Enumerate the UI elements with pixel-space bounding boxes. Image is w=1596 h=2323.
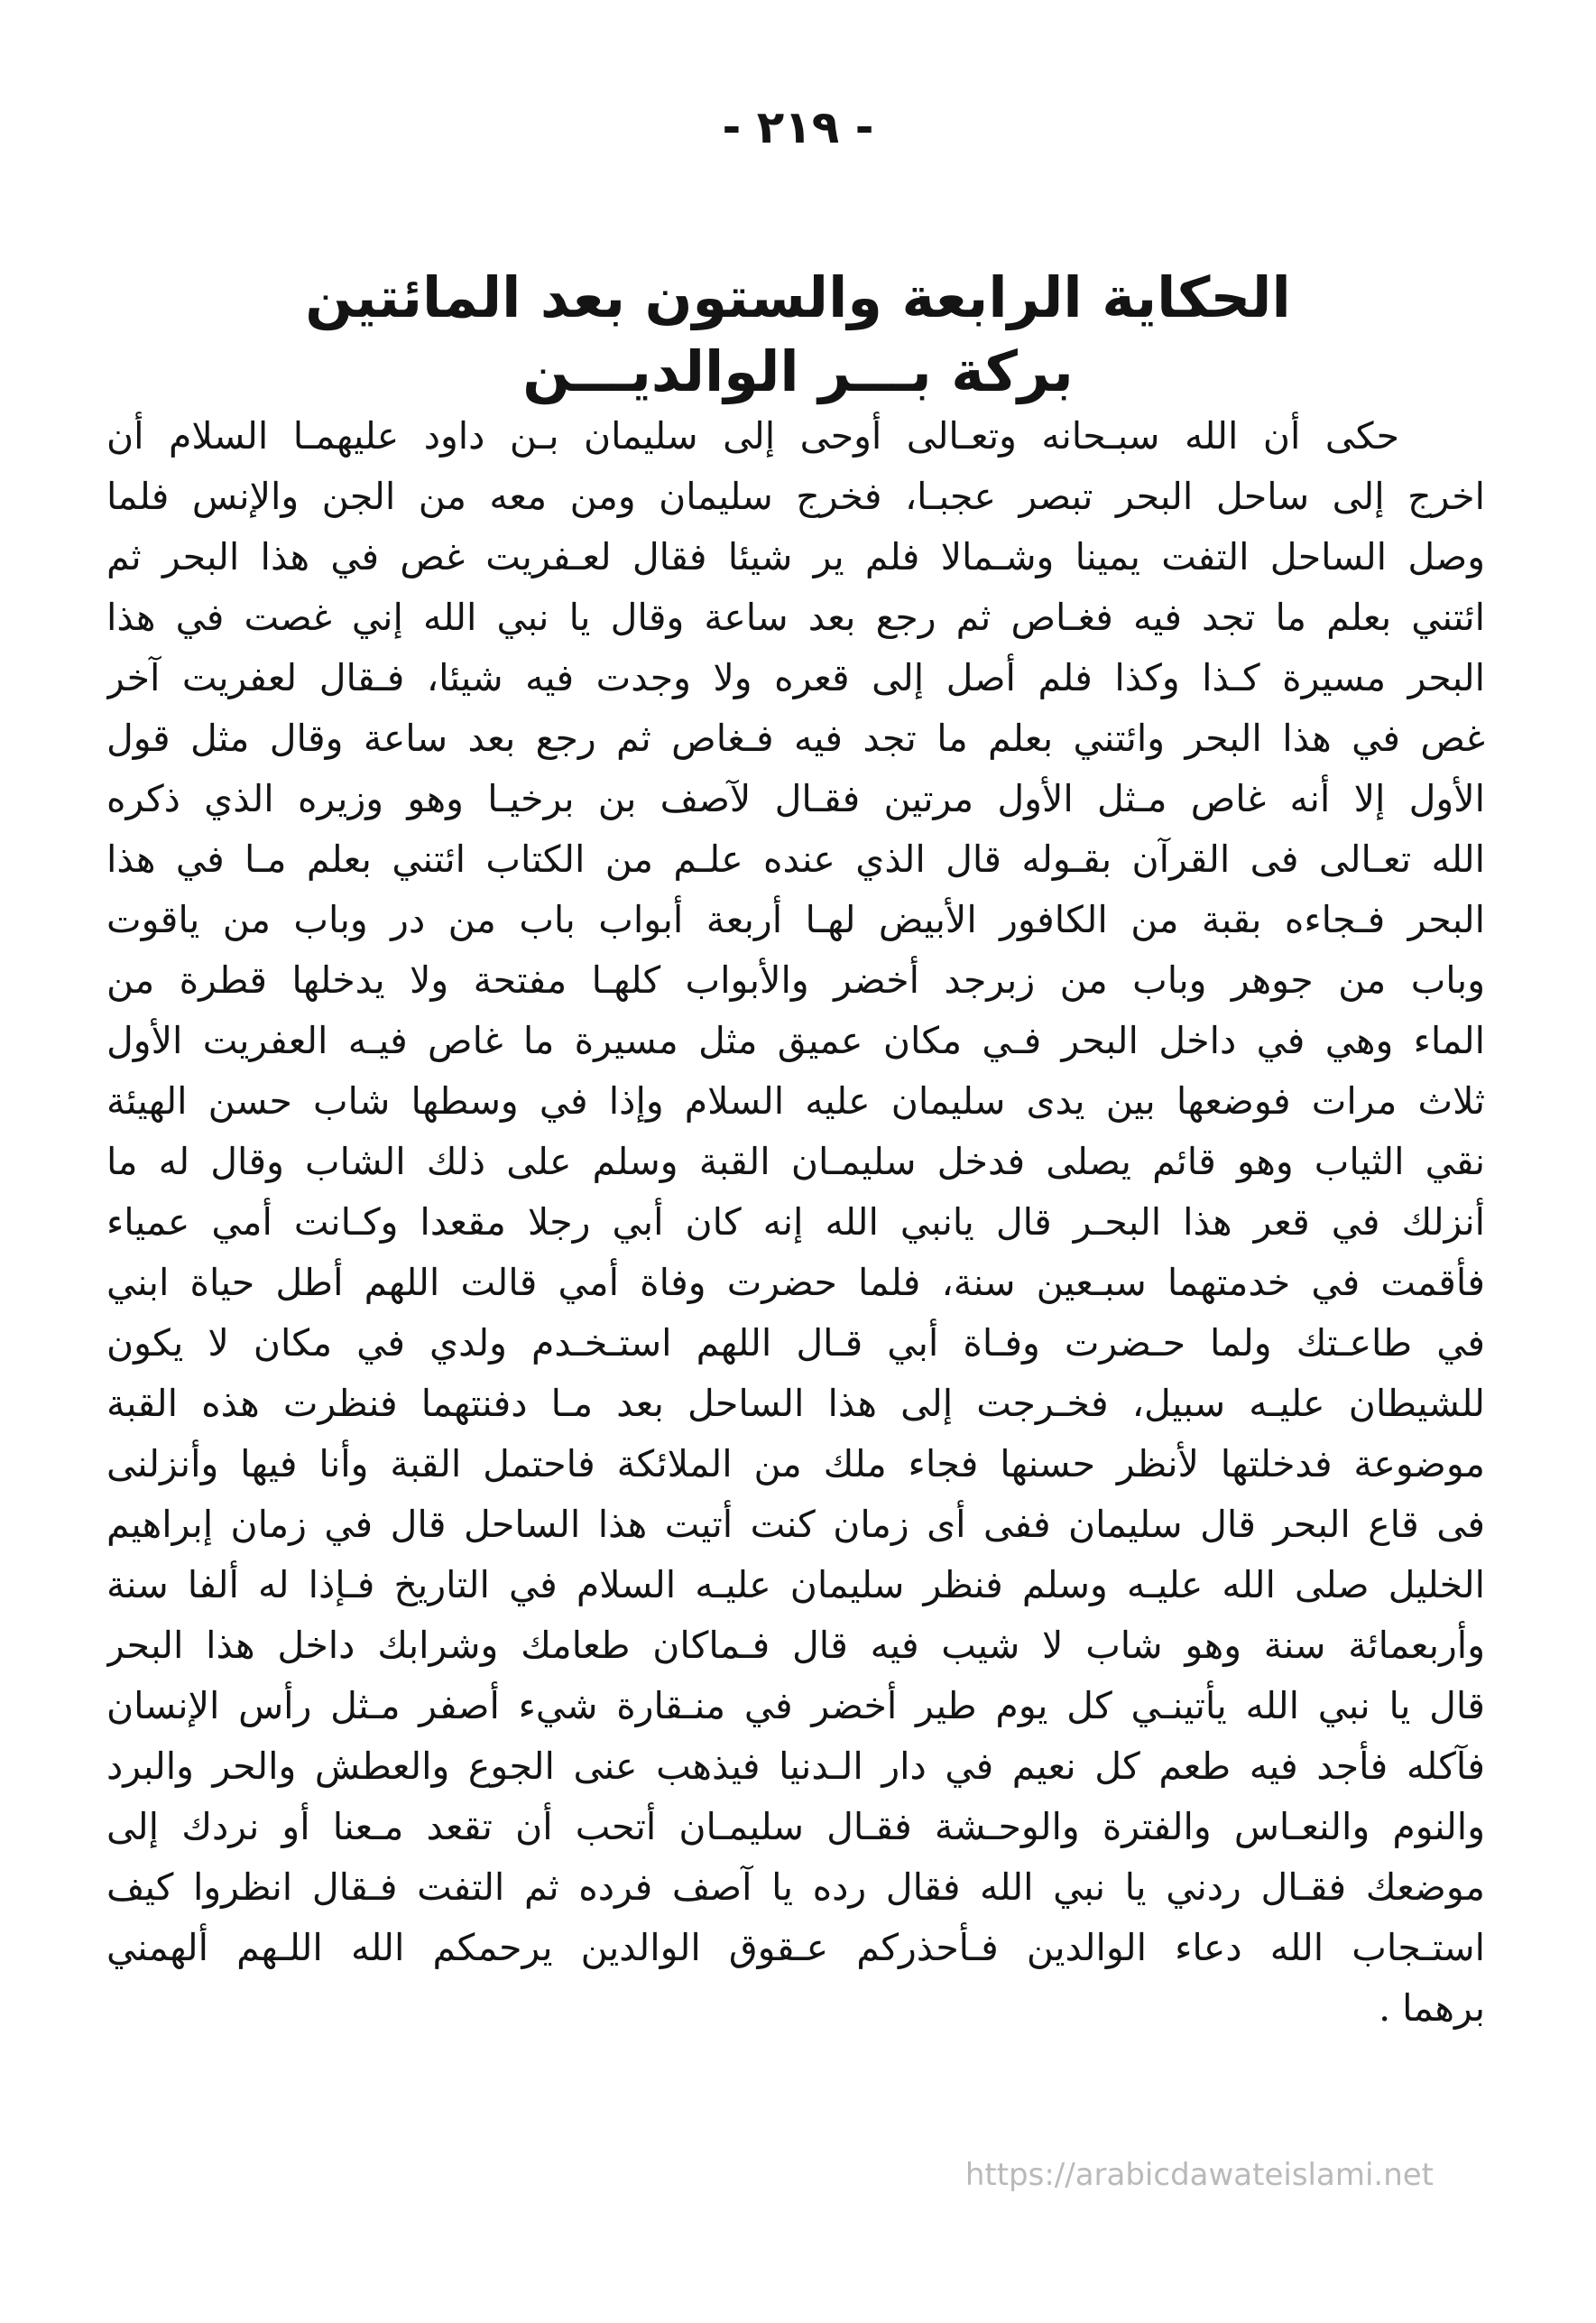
text-line: وباب من جوهر وباب من زبرجد أخضر والأبواب كلهـا مفتحة ولا يدخلها قطرة من — [106, 958, 1485, 1002]
text-line: استـجاب الله دعاء الوالدين فـأحذركم عـقوق الوالدين يرحمكم الله اللـهم ألهمني — [106, 1926, 1485, 1969]
text-line: الله تعـالى فى القرآن بقـوله قال الذي عنده علـم من الكتاب ائتني بعلم مـا في هذا — [106, 838, 1485, 881]
text-line: موضعك فقـال ردني يا نبي الله فقال رده يا آصف فرده ثم التفت فـقال انظروا كيف — [106, 1865, 1485, 1909]
text-line: الخليل صلى الله عليـه وسلم فنظر سليمان عليـه السلام في التاريخ فـإذا له ألفا سنة — [106, 1563, 1485, 1606]
text-line: والنوم والنعـاس والفترة والوحـشة فقـال سليمـان أتحب أن تقعد مـعنا أو نردك إلى — [106, 1805, 1485, 1848]
text-line: حكى أن الله سبـحانه وتعـالى أوحى إلى سليمان بـن داود عليهمـا السلام أن — [106, 414, 1399, 458]
text-line: في طاعـتك ولما حـضرت وفـاة أبي قـال اللهم استـخـدم ولدي في مكان لا يكون — [106, 1321, 1485, 1365]
story-body — [106, 406, 1485, 2039]
story-title: الحكاية الرابعة والستون بعد المائتين — [305, 264, 1291, 330]
text-line: نقي الثياب وهو قائم يصلى فدخل سليمـان القبة وسلم على ذلك الشاب وقال له ما — [106, 1140, 1485, 1183]
text-line: برهما . — [1379, 1986, 1485, 2030]
text-line: ائتني بعلم ما تجد فيه فغـاص ثم رجع بعد ساعة وقال يا نبي الله إني غصت في هذا — [106, 596, 1485, 639]
text-line: قال يا نبي الله يأتينـي كل يوم طير أخضر في منـقارة شيء أصفر مـثل رأس الإنسان — [106, 1684, 1485, 1727]
text-line: الماء وهي في داخل البحر فـي مكان عميق مثل مسيرة ما غاص فيـه العفريت الأول — [106, 1019, 1485, 1062]
page-number: - ٢١٩ - — [722, 101, 874, 153]
text-line: اخرج إلى ساحل البحر تبصر عجبـا، فخرج سليمان ومن معه من الجن والإنس فلما — [106, 475, 1485, 518]
text-line: موضوعة فدخلتها لأنظر حسنها فجاء ملك من الملائكة فاحتمل القبة وأنا فيها وأنزلنى — [106, 1442, 1485, 1485]
story-subtitle: بركة بـــر الوالديـــن — [522, 338, 1074, 404]
text-line: للشيطان عليـه سبيل، فخـرجت إلى هذا الساحل بعد مـا دفنتهما فنظرت هذه القبة — [106, 1382, 1485, 1425]
text-line: وصل الساحل التفت يمينا وشـمالا فلم ير شيئا فقال لعـفريت غص في هذا البحر ثم — [106, 535, 1485, 578]
text-line: وأربعمائة سنة وهو شاب لا شيب فيه قال فـماكان طعامك وشرابك داخل هذا البحر — [106, 1624, 1485, 1667]
text-line: فى قاع البحر قال سليمان ففى أى زمان كنت أتيت هذا الساحل قال في زمان إبراهيم — [106, 1503, 1485, 1546]
text-line: الأول إلا أنه غاص مـثل الأول مرتين فقـال لآصف بن برخيـا وهو وزيره الذي ذكره — [106, 777, 1485, 820]
text-line: ثلاث مرات فوضعها بين يدى سليمان عليه السلام وإذا في وسطها شاب حسن الهيئة — [106, 1079, 1485, 1123]
text-line: فأقمت في خدمتهما سبـعين سنة، فلما حضرت وفاة أمي قالت اللهم أطل حياة ابني — [106, 1261, 1485, 1304]
text-line: أنزلك في قعر هذا البحـر قال يانبي الله إنه كان أبي رجلا مقعدا وكـانت أمي عمياء — [106, 1200, 1485, 1244]
text-line: غص في هذا البحر وائتني بعلم ما تجد فيه فـغاص ثم رجع بعد ساعة وقال مثل قول — [106, 717, 1485, 760]
text-line: البحر فـجاءه بقبة من الكافور الأبيض لهـا أربعة أبواب باب من در وباب من ياقوت — [106, 898, 1485, 941]
watermark-url: https://arabicdawateislami.net — [964, 2157, 1434, 2193]
text-line: فآكله فأجد فيه طعم كل نعيم في دار الـدنيا فيذهب عنى الجوع والعطش والحر والبرد — [106, 1745, 1485, 1788]
text-line: البحر مسيرة كـذا وكذا فلم أصل إلى قعره ولا وجدت فيه شيئا، فـقال لعفريت آخر — [106, 656, 1485, 699]
